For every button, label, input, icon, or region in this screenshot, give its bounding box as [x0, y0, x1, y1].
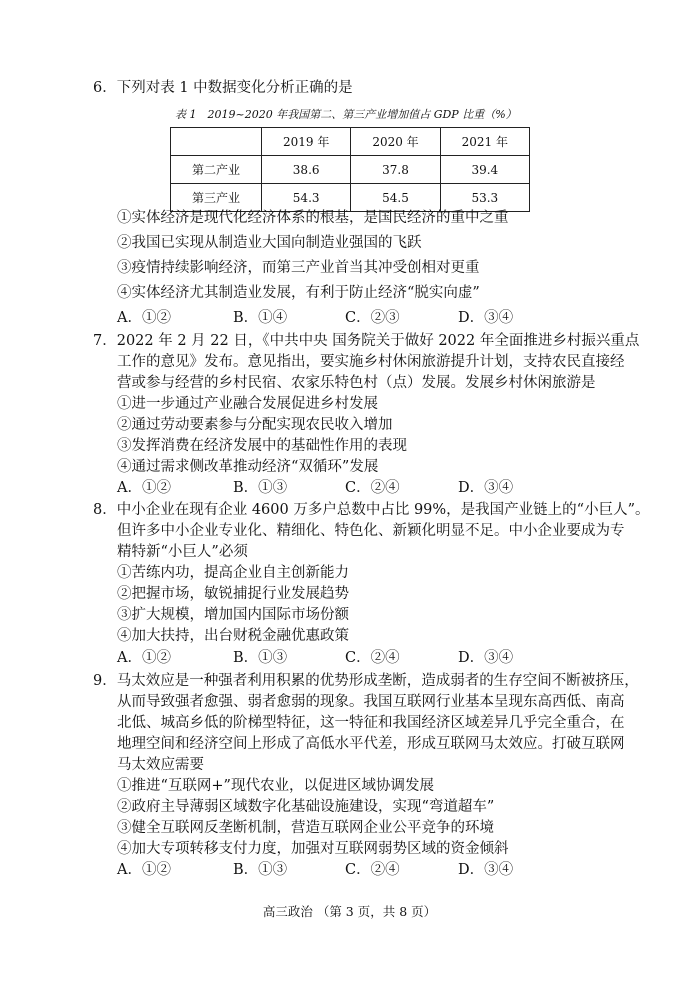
- table-cell: 54.3: [262, 184, 351, 212]
- q7-statement: ③发挥消费在经济发展中的基础性作用的表现: [117, 438, 407, 454]
- table-row: [171, 156, 530, 184]
- q7-stem-line: 工作的意见》发布。意见指出，要实施乡村休闲旅游提升计划，支持农民直接经: [117, 354, 625, 370]
- q7-statement: ④通过需求侧改革推动经济“双循环”发展: [117, 459, 379, 475]
- q9-option-a[interactable]: A．①②: [117, 862, 171, 878]
- q8-statement: ②把握市场，敏锐捕捉行业发展趋势: [117, 586, 349, 602]
- table-cell: 38.6: [262, 156, 351, 184]
- q8-option-c[interactable]: C．②④: [345, 650, 400, 666]
- q7-option-b[interactable]: B．①③: [233, 480, 288, 496]
- table-header-cell: [171, 128, 262, 156]
- q8-option-d[interactable]: D．③④: [458, 650, 514, 666]
- q9-option-c[interactable]: C．②④: [345, 862, 400, 878]
- q6-option-b[interactable]: B．①④: [233, 310, 288, 326]
- q8-statement: ④加大扶持，出台财税金融优惠政策: [117, 628, 349, 644]
- q7-statement: ①进一步通过产业融合发展促进乡村发展: [117, 396, 378, 412]
- q6-option-c[interactable]: C．②③: [345, 310, 400, 326]
- table-cell: 37.8: [351, 156, 440, 184]
- q7-stem-line: 营或参与经营的乡村民宿、农家乐特色村（点）发展。发展乡村休闲旅游是: [117, 375, 596, 391]
- q9-stem-line: 北低、城高乡低的阶梯型特征，这一特征和我国经济区域差异几乎完全重合，在: [117, 715, 625, 731]
- q6-option-d[interactable]: D．③④: [458, 310, 514, 326]
- q7-statement: ②通过劳动要素参与分配实现农民收入增加: [117, 417, 393, 433]
- table-cell: 39.4: [440, 156, 529, 184]
- table-header-cell: 2021 年: [440, 128, 529, 156]
- q8-stem-line: 8．中小企业在现有企业 4600 万多户总数中占比 99%，是我国产业链上的“小巨人”。: [93, 502, 650, 518]
- table-header-cell: 2019 年: [262, 128, 351, 156]
- table-cell: 54.5: [351, 184, 440, 212]
- q9-statement: ①推进“互联网+”现代农业，以促进区域协调发展: [117, 778, 434, 794]
- q8-statement: ①苦练内功，提高企业自主创新能力: [117, 565, 349, 581]
- q9-stem-line: 从而导致强者愈强、弱者愈弱的现象。我国互联网行业基本呈现东高西低、南高: [117, 694, 625, 710]
- q6-stem: 6．下列对表 1 中数据变化分析正确的是: [93, 80, 353, 96]
- q6-option-a[interactable]: A．①②: [117, 310, 171, 326]
- table-header-cell: 2020 年: [351, 128, 440, 156]
- q9-statement: ②政府主导薄弱区域数字化基础设施建设，实现“弯道超车”: [117, 799, 495, 815]
- q8-stem-line: 但许多中小企业专业化、精细化、特色化、新颖化明显不足。中小企业要成为专: [117, 523, 625, 539]
- table-cell: 第二产业: [171, 156, 262, 184]
- q8-option-a[interactable]: A．①②: [117, 650, 171, 666]
- q9-statement: ③健全互联网反垄断机制，营造互联网企业公平竞争的环境: [117, 820, 494, 836]
- q9-stem-line: 马太效应需要: [117, 757, 204, 773]
- q9-option-d[interactable]: D．③④: [458, 862, 514, 878]
- q8-stem-line: 精特新“小巨人”必须: [117, 544, 248, 560]
- q6-statement: ①实体经济是现代化经济体系的根基，是国民经济的重中之重: [117, 210, 509, 226]
- data-table: [170, 127, 530, 212]
- table-cell: 53.3: [440, 184, 529, 212]
- q6-statement: ②我国已实现从制造业大国向制造业强国的飞跃: [117, 235, 422, 251]
- q6-statement: ③疫情持续影响经济，而第三产业首当其冲受创相对更重: [117, 260, 480, 276]
- q7-option-c[interactable]: C．②④: [345, 480, 400, 496]
- q9-stem-line: 地理空间和经济空间上形成了高低水平代差，形成互联网马太效应。打破互联网: [117, 736, 625, 752]
- q6-statement: ④实体经济尤其制造业发展，有利于防止经济“脱实向虚”: [117, 285, 480, 301]
- table-header-row: [171, 128, 530, 156]
- table-caption: 表 1 2019~2020 年我国第二、第三产业增加值占 GDP 比重（%）: [175, 108, 517, 121]
- q9-option-b[interactable]: B．①③: [233, 862, 288, 878]
- q7-option-a[interactable]: A．①②: [117, 480, 171, 496]
- q9-stem-line: 9．马太效应是一种强者利用积累的优势形成垄断，造成弱者的生存空间不断被挤压，: [93, 673, 639, 689]
- q7-option-d[interactable]: D．③④: [458, 480, 514, 496]
- q8-option-b[interactable]: B．①③: [233, 650, 288, 666]
- page-footer: 高三政治 （第 3 页，共 8 页）: [262, 904, 437, 919]
- q7-stem-line: 7．2022 年 2 月 22 日，《中共中央 国务院关于做好 2022 年全面推进乡村振兴重点: [93, 333, 640, 349]
- q9-statement: ④加大专项转移支付力度，加强对互联网弱势区域的资金倾斜: [117, 841, 509, 857]
- q8-statement: ③扩大规模，增加国内国际市场份额: [117, 607, 349, 623]
- table-cell: 第三产业: [171, 184, 262, 212]
